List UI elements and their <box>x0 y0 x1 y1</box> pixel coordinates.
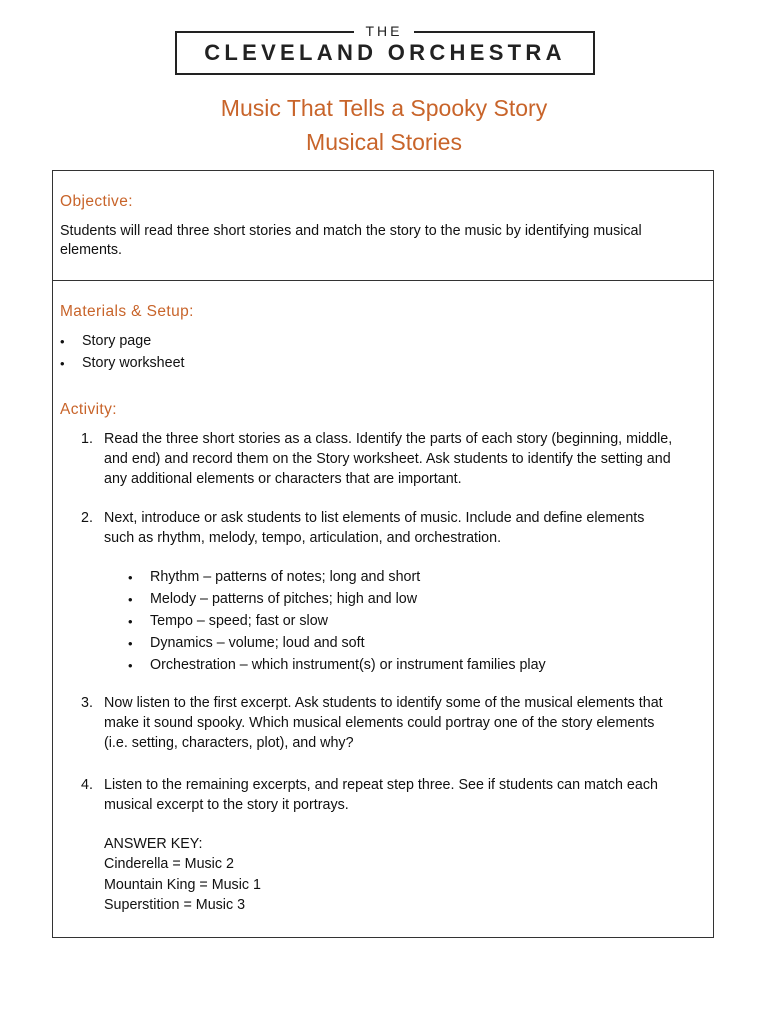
element-item: Melody – patterns of pitches; high and low <box>150 591 418 607</box>
bullet-icon: • <box>60 356 65 371</box>
element-item: Rhythm – patterns of notes; long and short <box>150 569 421 585</box>
step-1-line-3: any additional elements or characters that are important. <box>104 471 462 487</box>
step-2-line-2: such as rhythm, melody, tempo, articulation, and orchestration. <box>104 530 502 546</box>
step-4-line-2: musical excerpt to the story it portrays. <box>104 797 349 813</box>
objective-text-line-1: Students will read three short stories and match the story to the music by identifying musical <box>60 223 642 239</box>
logo-name: CLEVELAND ORCHESTRA <box>204 40 566 65</box>
activity-heading: Activity: <box>60 401 117 418</box>
page-title: Music That Tells a Spooky Story <box>220 95 548 121</box>
bullet-icon: • <box>128 592 133 607</box>
step-number: 2. <box>81 510 93 526</box>
materials-item: Story worksheet <box>82 355 185 371</box>
bullet-icon: • <box>128 614 133 629</box>
step-number: 3. <box>81 695 93 711</box>
bullet-icon: • <box>60 334 65 349</box>
step-1-line-1: Read the three short stories as a class. Identify the parts of each story (beginning, middle, <box>104 431 673 447</box>
materials-heading: Materials & Setup: <box>60 303 194 320</box>
bullet-icon: • <box>128 570 133 585</box>
materials-item: Story page <box>82 333 152 349</box>
step-1-line-2: and end) and record them on the Story worksheet. Ask students to identify the setting and <box>104 451 671 467</box>
answer-key-item: Superstition = Music 3 <box>104 897 246 913</box>
element-item: Dynamics – volume; loud and soft <box>150 635 365 651</box>
answer-key-item: Mountain King = Music 1 <box>104 877 261 893</box>
bullet-icon: • <box>128 636 133 651</box>
step-3-line-2: make it sound spooky. Which musical elements could portray one of the story elements <box>104 715 655 731</box>
logo-the: THE <box>365 23 403 39</box>
step-2-line-1: Next, introduce or ask students to list elements of music. Include and define elements <box>104 510 645 526</box>
step-3-line-1: Now listen to the first excerpt. Ask students to identify some of the musical elements that <box>104 695 663 711</box>
step-4-line-1: Listen to the remaining excerpts, and repeat step three. See if students can match each <box>104 777 658 793</box>
answer-key-item: Cinderella = Music 2 <box>104 856 234 872</box>
element-item: Tempo – speed; fast or slow <box>150 613 329 629</box>
bullet-icon: • <box>128 658 133 673</box>
answer-key-label: ANSWER KEY: <box>104 836 203 852</box>
element-item: Orchestration – which instrument(s) or instrument families play <box>150 657 546 673</box>
objective-heading: Objective: <box>60 193 133 210</box>
step-number: 4. <box>81 777 93 793</box>
step-3-line-3: (i.e. setting, characters, plot), and why? <box>104 735 354 751</box>
page-subtitle: Musical Stories <box>306 129 462 155</box>
objective-text-line-2: elements. <box>60 242 122 258</box>
step-number: 1. <box>81 431 93 447</box>
